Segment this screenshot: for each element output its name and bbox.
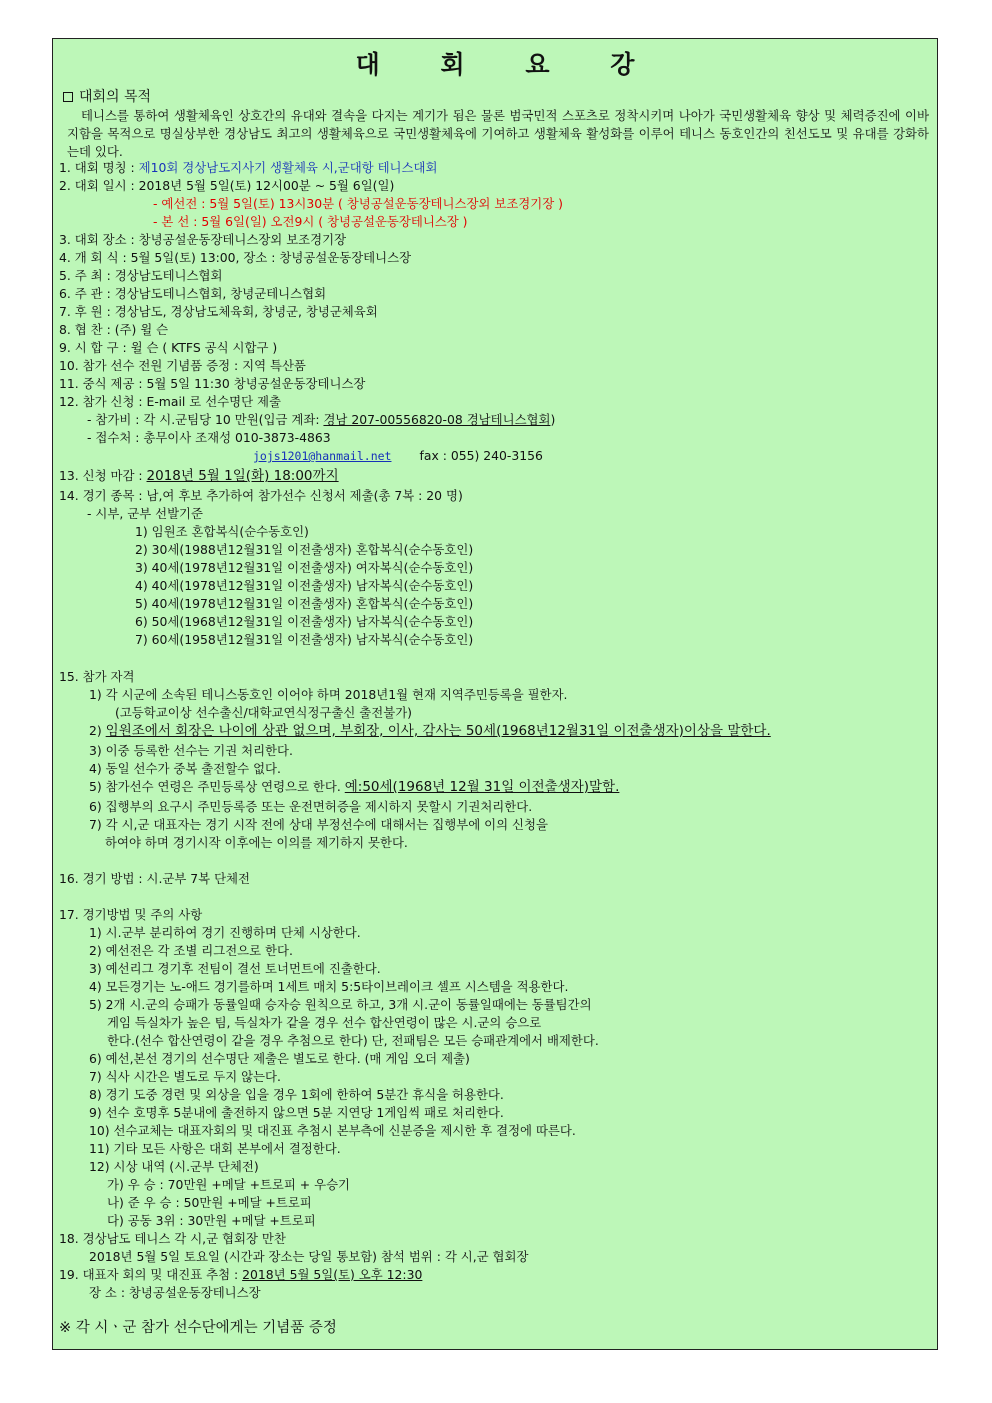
qual-7-cont: 하여야 하며 경기시작 이후에는 이의를 제기하지 못한다. xyxy=(105,835,408,850)
item-2-main: - 본 선 : 5월 6일(일) 오전9시 ( 창녕공설운동장테니스장 ) xyxy=(153,214,468,229)
checkbox-icon xyxy=(63,92,73,102)
item-4: 4. 개 회 식 : 5월 5일(토) 13:00, 장소 : 창녕공설운동장테니스장 xyxy=(59,250,412,265)
item-5: 5. 주 최 : 경상남도테니스협회 xyxy=(59,268,223,283)
event-item: 4) 40세(1978년12월31일 이전출생자) 남자복식(순수동호인) xyxy=(135,578,474,593)
footer-note: ※ 각 시ㆍ군 참가 선수단에게는 기념품 증정 xyxy=(59,1320,337,1336)
qual-2: 2) 임원조에서 회장은 나이에 상관 없으며, 부회장, 이사, 감사는 50세(1968년12월31일 이전출생자)이상을 말한다. xyxy=(89,723,771,739)
item-18-detail: 2018년 5월 5일 토요일 (시간과 장소는 당일 통보함) 참석 범위 : 각 시,군 협회장 xyxy=(89,1249,529,1264)
item-8: 8. 협 찬 : (주) 윌 슨 xyxy=(59,322,169,337)
event-item: 3) 40세(1978년12월31일 이전출생자) 여자복식(순수동호인) xyxy=(135,560,474,575)
rule-3: 3) 예선리그 경기후 전팀이 결선 토너먼트에 진출한다. xyxy=(89,961,381,976)
item-12-fee: - 참가비 : 각 시.군팀당 10 만원(입금 계좌: 경남 207-00556820-08 경남테니스협회) xyxy=(87,412,556,427)
rule-4: 4) 모든경기는 노-애드 경기를하며 1세트 매치 5:5타이브레이크 셀프 시스템을 적용한다. xyxy=(89,979,569,994)
item-14: 14. 경기 종목 : 남,여 후보 추가하여 참가선수 신청서 제출(총 7복 : 20 명) xyxy=(59,488,463,503)
email-link[interactable]: jojs1201@hanmail.net xyxy=(253,449,392,463)
rule-11: 11) 기타 모든 사항은 대회 본부에서 결정한다. xyxy=(89,1141,341,1156)
rule-5-cont: 게임 득실차가 높은 팀, 득실차가 같을 경우 선수 합산연령이 많은 시.군의 승으로 xyxy=(107,1015,542,1030)
rule-1: 1) 시.군부 분리하여 경기 진행하며 단체 시상한다. xyxy=(89,925,361,940)
qual-5: 5) 참가선수 연령은 주민등록상 연령으로 한다. 예:50세(1968년 12월 31일 이전출생자)말함. xyxy=(89,779,620,795)
item-12-contact: - 접수처 : 총무이사 조재성 010-3873-4863 xyxy=(87,430,331,445)
rule-12: 12) 시상 내역 (시.군부 단체전) xyxy=(89,1159,259,1174)
event-item: 6) 50세(1968년12월31일 이전출생자) 남자복식(순수동호인) xyxy=(135,614,474,629)
rule-7: 7) 식사 시간은 별도로 두지 않는다. xyxy=(89,1069,281,1084)
rule-9: 9) 선수 호명후 5분내에 출전하지 않으면 5분 지연당 1게임씩 패로 처리한다. xyxy=(89,1105,504,1120)
rule-5: 5) 2개 시.군의 승패가 동률일때 승자승 원칙으로 하고, 3개 시.군이 동률일때에는 동률팀간의 xyxy=(89,997,592,1012)
item-6: 6. 주 관 : 경상남도테니스협회, 창녕군테니스협회 xyxy=(59,286,327,301)
rule-8: 8) 경기 도중 경련 및 외상을 입을 경우 1회에 한하여 5분간 휴식을 허용한다. xyxy=(89,1087,504,1102)
rule-2: 2) 예선전은 각 조별 리그전으로 한다. xyxy=(89,943,293,958)
item-15: 15. 참가 자격 xyxy=(59,669,135,684)
rule-6: 6) 예선,본선 경기의 선수명단 제출은 별도로 한다. (매 게임 오더 제출) xyxy=(89,1051,470,1066)
page-title: 대 회 요 강 xyxy=(355,50,661,79)
rule-5-cont2: 한다.(선수 합산연령이 같을 경우 추첨으로 한다) 단, 전패팀은 모든 승패관계에서 배제한다. xyxy=(107,1033,599,1048)
item-3: 3. 대회 장소 : 창녕공설운동장테니스장외 보조경기장 xyxy=(59,232,347,247)
qual-6: 6) 집행부의 요구시 주민등록증 또는 운전면허증을 제시하지 못할시 기권처리한다. xyxy=(89,799,533,814)
item-16: 16. 경기 방법 : 시.군부 7복 단체전 xyxy=(59,871,250,886)
item-1: 1. 대회 명칭 : 제10회 경상남도지사기 생활체육 시,군대항 테니스대회 xyxy=(59,160,438,175)
qual-1-note: (고등학교이상 선수출신/대학교연식정구출신 출전불가) xyxy=(115,705,413,720)
document-page xyxy=(52,38,938,1350)
item-2: 2. 대회 일시 : 2018년 5월 5일(토) 12시00분 ~ 5월 6일(일) xyxy=(59,178,395,193)
item-11: 11. 중식 제공 : 5월 5일 11:30 창녕공설운동장테니스장 xyxy=(59,376,366,391)
prize-1: 가) 우 승 : 70만원 +메달 +트로피 + 우승기 xyxy=(107,1177,351,1192)
purpose-body: 테니스를 통하여 생활체육인 상호간의 유대와 결속을 다지는 계기가 됨은 물론 범국민적 스포츠로 정착시키며 나아가 국민생활체육 향상 및 체력증진에 이바지함을 목적으로 명실상부한 경상남도 최고의 생활체육으로 국민생활체육에 기여하고 생활체육 활성화를 이루어 테니스 동호인간의 친선도모 및 유대를 강화하는데 있다. xyxy=(67,108,929,159)
event-item: 7) 60세(1958년12월31일 이전출생자) 남자복식(순수동호인) xyxy=(135,632,474,647)
qual-3: 3) 이중 등록한 선수는 기권 처리한다. xyxy=(89,743,293,758)
item-14-sub: - 시부, 군부 선발기준 xyxy=(87,506,203,521)
item-12-email-fax: jojs1201@hanmail.net fax : 055) 240-3156 xyxy=(253,448,543,463)
item-2-prelim: - 예선전 : 5월 5일(토) 13시30분 ( 창녕공설운동장테니스장외 보조경기장 ) xyxy=(153,196,563,211)
qual-7: 7) 각 시,군 대표자는 경기 시작 전에 상대 부정선수에 대해서는 집행부에 이의 신청을 xyxy=(89,817,548,832)
purpose-heading: 대회의 목적 xyxy=(63,89,151,105)
prize-2: 나) 준 우 승 : 50만원 +메달 +트로피 xyxy=(107,1195,312,1210)
prize-3: 다) 공동 3위 : 30만원 +메달 +트로피 xyxy=(107,1213,316,1228)
event-item: 2) 30세(1988년12월31일 이전출생자) 혼합복식(순수동호인) xyxy=(135,542,474,557)
item-17: 17. 경기방법 및 주의 사항 xyxy=(59,907,203,922)
event-item: 1) 임원조 혼합복식(순수동호인) xyxy=(135,524,309,539)
item-9: 9. 시 합 구 : 윌 슨 ( KTFS 공식 시합구 ) xyxy=(59,340,278,355)
qual-4: 4) 동일 선수가 중복 출전할수 없다. xyxy=(89,761,281,776)
event-item: 5) 40세(1978년12월31일 이전출생자) 혼합복식(순수동호인) xyxy=(135,596,474,611)
qual-1: 1) 각 시군에 소속된 테니스동호인 이어야 하며 2018년1월 현재 지역주민등록을 필한자. xyxy=(89,687,568,702)
item-13: 13. 신청 마감 : 2018년 5월 1일(화) 18:00까지 xyxy=(59,468,339,484)
item-18: 18. 경상남도 테니스 각 시,군 협회장 만찬 xyxy=(59,1231,286,1246)
item-19: 19. 대표자 회의 및 대진표 추첨 : 2018년 5월 5일(토) 오후 12:30 xyxy=(59,1267,423,1282)
item-7: 7. 후 원 : 경상남도, 경상남도체육회, 창녕군, 창녕군체육회 xyxy=(59,304,378,319)
item-12: 12. 참가 신청 : E-mail 로 선수명단 제출 xyxy=(59,394,281,409)
rule-10: 10) 선수교체는 대표자회의 및 대진표 추첨시 본부측에 신분증을 제시한 후 결정에 따른다. xyxy=(89,1123,576,1138)
item-10: 10. 참가 선수 전원 기념품 증정 : 지역 특산품 xyxy=(59,358,306,373)
item-19-place: 장 소 : 창녕공설운동장테니스장 xyxy=(89,1285,261,1300)
